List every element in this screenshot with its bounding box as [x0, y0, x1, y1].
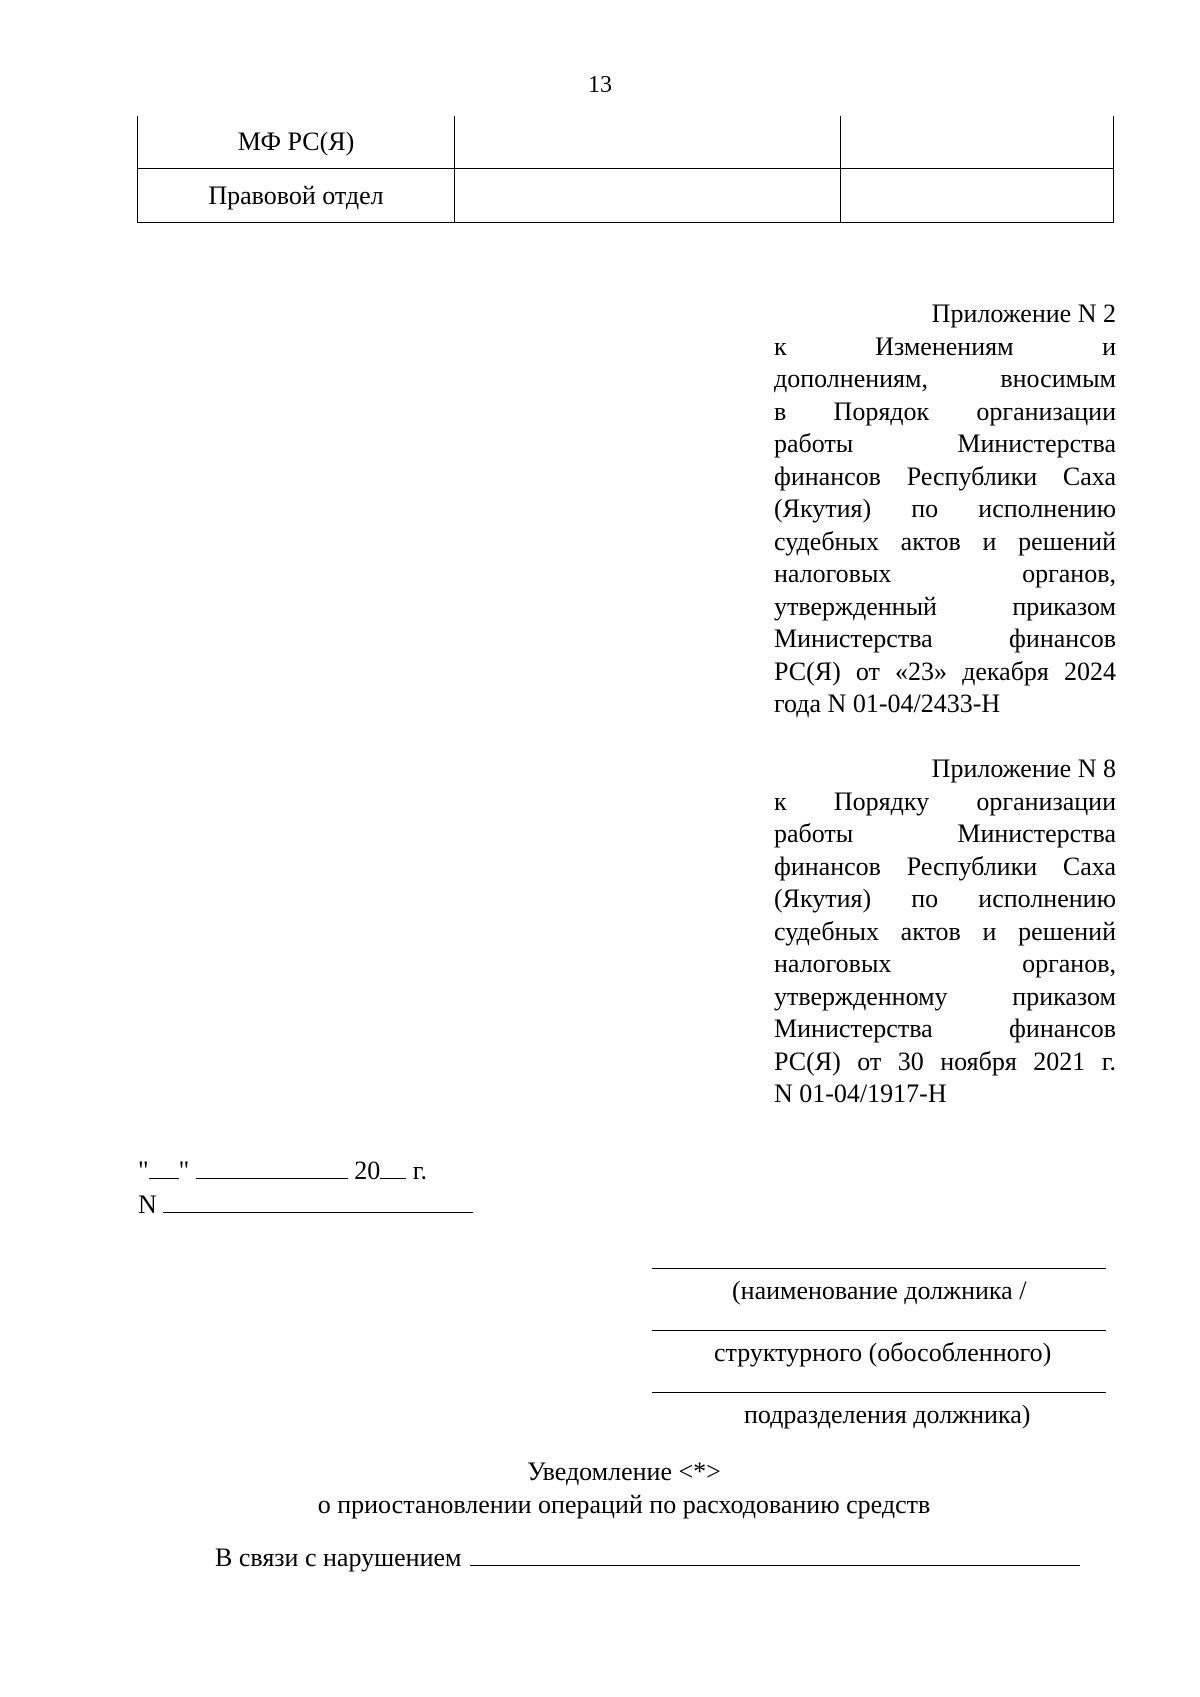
addressee-label: структурного (обособленного) [714, 1338, 1052, 1367]
violation-text: В связи с нарушением [215, 1543, 462, 1572]
number-line [138, 1188, 473, 1222]
page-number: 13 [588, 72, 612, 98]
year-suffix: г. [406, 1156, 427, 1185]
violation-line [215, 1541, 1080, 1573]
notice-title: Уведомление <*> [527, 1457, 721, 1486]
addressee-row [652, 1378, 1106, 1440]
appendix-8-line: судебных актов и решений [774, 916, 1116, 946]
appendix-8-line: налоговых органов, [774, 949, 1116, 978]
appendix-8-line: N 01-04/1917-Н [774, 1079, 947, 1108]
appendix-8-line: Министерства финансов [774, 1014, 1116, 1043]
addressee-blank[interactable] [652, 1268, 1106, 1269]
appendix-2-line: Министерства финансов [774, 624, 1116, 653]
appendix-2-line: (Якутия) по исполнению [774, 494, 1116, 523]
appendix-2-line: года N 01-04/2433-Н [774, 689, 1001, 718]
addressee-blank[interactable] [652, 1392, 1106, 1393]
appendix-8-line: к Порядку организации [774, 786, 1116, 816]
violation-blank[interactable] [470, 1541, 1080, 1566]
appendix-8-title: Приложение N 8 [931, 754, 1116, 783]
approval-table [137, 116, 1114, 223]
table-cell [455, 169, 841, 223]
appendix-8-line: РС(Я) от 30 ноября 2021 г. [774, 1046, 1116, 1076]
appendix-2-line: финансов Республики Саха [774, 461, 1116, 491]
table-cell [841, 169, 1114, 223]
day-blank[interactable] [149, 1154, 179, 1179]
notice-heading [0, 1455, 1200, 1521]
addressee-block [652, 1254, 1106, 1440]
appendix-2-line: РС(Я) от «23» декабря 2024 [774, 656, 1116, 686]
table-cell [841, 116, 1114, 169]
table-cell [455, 116, 841, 169]
table-row [138, 116, 1114, 169]
year-prefix: 20 [354, 1156, 381, 1185]
appendix-2-block [774, 298, 1116, 721]
appendix-2-line: в Порядок организации [774, 396, 1116, 426]
table-cell-org: Правовой отдел [138, 169, 455, 223]
number-blank[interactable] [163, 1188, 473, 1213]
year-blank[interactable] [380, 1154, 406, 1179]
addressee-row [652, 1316, 1106, 1378]
table-cell-org: МФ РС(Я) [138, 116, 455, 169]
month-blank[interactable] [196, 1154, 348, 1179]
appendix-8-line: утвержденному приказом [774, 981, 1116, 1011]
date-line [138, 1154, 473, 1188]
appendix-2-line: налоговых органов, [774, 559, 1116, 588]
date-number-block [138, 1154, 473, 1222]
appendix-2-line: дополнениям, вносимым [774, 364, 1116, 393]
appendix-8-block [774, 753, 1116, 1111]
appendix-2-line: работы Министерства [774, 429, 1116, 458]
table-row [138, 169, 1114, 223]
appendix-8-line: финансов Республики Саха [774, 851, 1116, 881]
addressee-label: подразделения должника) [744, 1400, 1031, 1429]
addressee-row [652, 1254, 1106, 1316]
addressee-label: (наименование должника / [732, 1276, 1027, 1305]
date-quote-close: " [178, 1156, 190, 1185]
addressee-blank[interactable] [652, 1330, 1106, 1331]
appendix-8-line: (Якутия) по исполнению [774, 884, 1116, 913]
appendix-2-title: Приложение N 2 [931, 299, 1116, 328]
appendix-2-line: утвержденный приказом [774, 591, 1116, 621]
appendix-2-line: судебных актов и решений [774, 526, 1116, 556]
date-quote-open: " [138, 1156, 149, 1185]
appendix-2-line: к Изменениям и [774, 331, 1116, 361]
number-prefix: N [138, 1190, 164, 1219]
appendix-8-line: работы Министерства [774, 819, 1116, 848]
notice-subtitle: о приостановлении операций по расходованию средств [317, 1490, 931, 1519]
